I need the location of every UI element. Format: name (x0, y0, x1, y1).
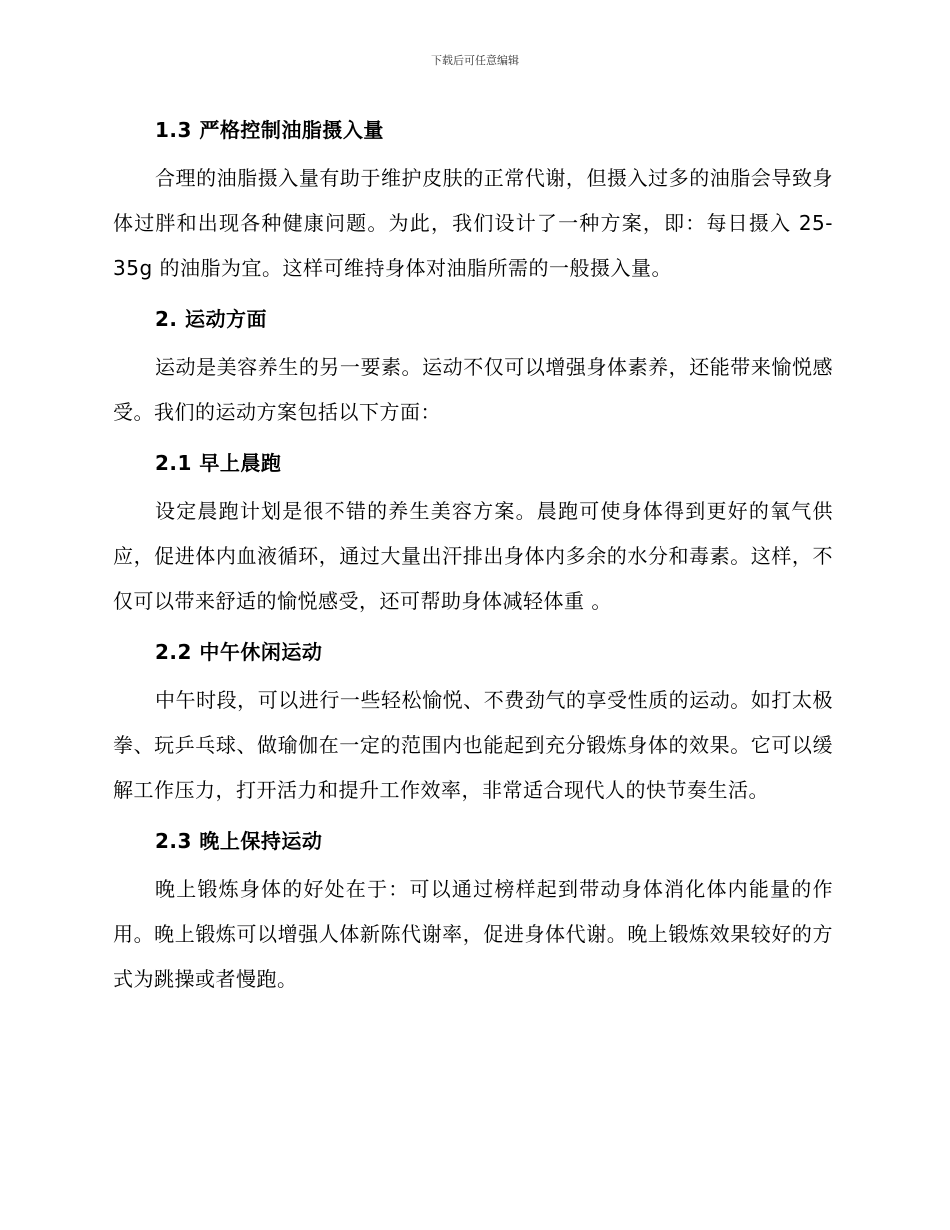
document-body (113, 110, 833, 1010)
section-paragraph-2: 运动是美容养生的另一要素。运动不仅可以增强身体素养，还能带来愉悦感受。我们的运动方案包括以下方面： (113, 355, 833, 424)
section-heading-2-2: 2.2 中午休闲运动 (155, 640, 323, 664)
section-heading-2-3: 2.3 晚上保持运动 (155, 829, 323, 853)
section-paragraph-2-3: 晚上锻炼身体的好处在于：可以通过榜样起到带动身体消化体内能量的作用。晚上锻炼可以增强人体新陈代谢率，促进身体代谢。晚上锻炼效果较好的方式为跳操或者慢跑。 (113, 877, 833, 991)
section-paragraph-2-2: 中午时段，可以进行一些轻松愉悦、不费劲气的享受性质的运动。如打太极拳、玩乒乓球、做瑜伽在一定的范围内也能起到充分锻炼身体的效果。它可以缓解工作压力，打开活力和提升工作效率，非常适合现代人的快节奏生活。 (113, 688, 833, 802)
section-heading-2: 2. 运动方面 (155, 307, 267, 331)
page-header: 下载后可任意编辑 (431, 54, 519, 67)
section-heading-1-3: 1.3 严格控制油脂摄入量 (155, 118, 384, 142)
section-paragraph-2-1: 设定晨跑计划是很不错的养生美容方案。晨跑可使身体得到更好的氧气供应，促进体内血液循环，通过大量出汗排出身体内多余的水分和毒素。这样，不仅可以带来舒适的愉悦感受，还可帮助身体减轻体重 。 (113, 499, 833, 613)
section-heading-2-1: 2.1 早上晨跑 (155, 451, 282, 475)
section-paragraph-1-3: 合理的油脂摄入量有助于维护皮肤的正常代谢，但摄入过多的油脂会导致身体过胖和出现各种健康问题。为此，我们设计了一种方案，即：每日摄入 25-35g 的油脂为宜。这样可维持身体对油脂所需的一般摄入量。 (113, 166, 833, 280)
